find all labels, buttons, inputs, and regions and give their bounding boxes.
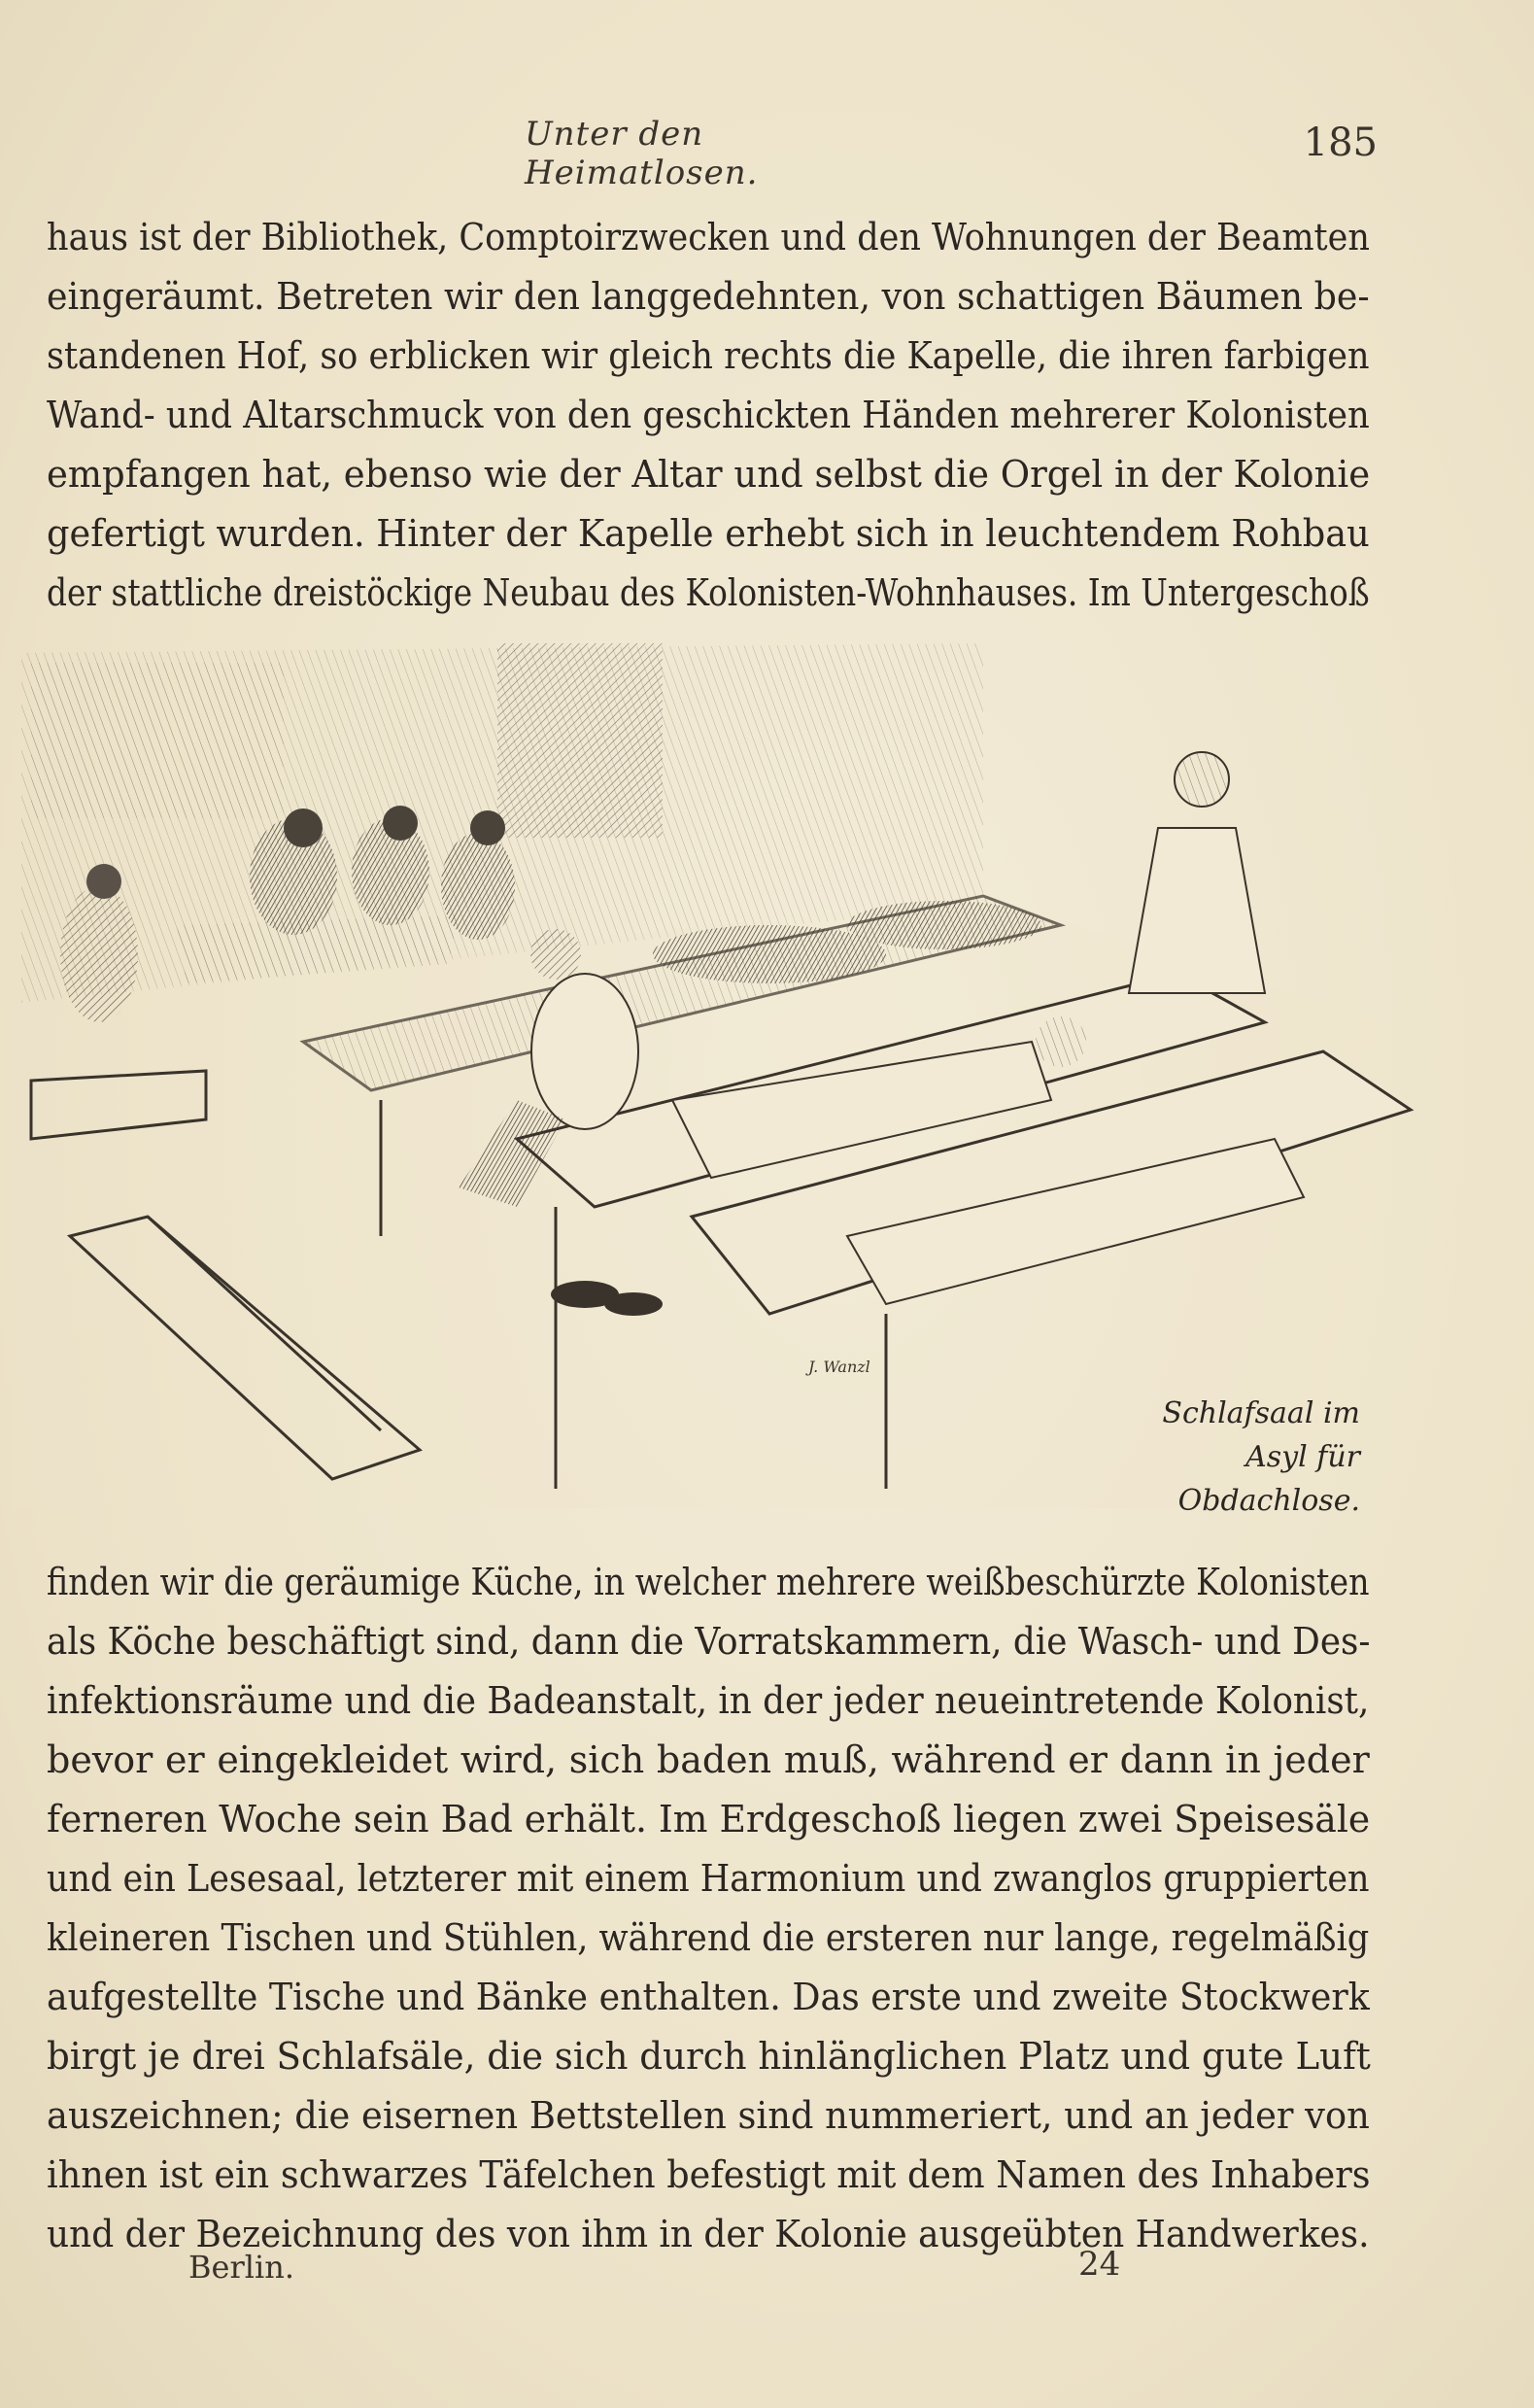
text-line: ihnen ist ein schwarzes Täfelchen befestigt mit dem Namen des Inhabers xyxy=(47,2153,1371,2196)
illustration-dormitory xyxy=(12,634,1440,1508)
text-line: gefertigt wurden. Hinter der Kapelle erhebt sich in leuchtendem Rohbau xyxy=(47,512,1370,555)
text-line: infektionsräume und die Badeanstalt, in der jeder neueintretende Kolonist, xyxy=(47,1679,1370,1722)
text-line: ferneren Woche sein Bad erhält. Im Erdgeschoß liegen zwei Speisesäle xyxy=(47,1798,1371,1840)
paragraph-top xyxy=(47,208,1370,623)
text-line: kleineren Tischen und Stühlen, während die ersteren nur lange, regelmäßig xyxy=(47,1916,1370,1959)
text-line: als Köche beschäftigt sind, dann die Vorratskammern, die Wasch- und Des- xyxy=(47,1620,1371,1663)
running-head: Unter den Heimatlosen. xyxy=(525,115,759,192)
text-line: empfangen hat, ebenso wie der Altar und selbst die Orgel in der Kolonie xyxy=(47,453,1371,496)
text-line: eingeräumt. Betreten wir den langgedehnten, von schattigen Bäumen be- xyxy=(47,275,1370,318)
text-line: aufgestellte Tische und Bänke enthalten. Das erste und zweite Stockwerk xyxy=(47,1976,1370,2018)
sheet-number: 24 xyxy=(1078,2245,1121,2284)
text-line: standenen Hof, so erblicken wir gleich rechts die Kapelle, die ihren farbigen xyxy=(47,334,1370,377)
engraving-illustration xyxy=(12,634,1440,1508)
text-line: bevor er eingekleidet wird, sich baden muß, während er dann in jeder xyxy=(47,1738,1370,1781)
caption-line: Schlafsaal im xyxy=(1162,1396,1360,1430)
paragraph-bottom xyxy=(47,1553,1370,2264)
text-line: haus ist der Bibliothek, Comptoirzwecken und den Wohnungen der Beamten xyxy=(47,216,1370,258)
text-line: der stattliche dreistöckige Neubau des Kolonisten-Wohnhauses. Im Untergeschoß xyxy=(47,571,1370,614)
signature-mark: Berlin. xyxy=(188,2249,294,2286)
text-line: auszeichnen; die eisernen Bettstellen sind nummeriert, und an jeder von xyxy=(47,2094,1370,2137)
engraver-signature: J. Wanzl xyxy=(808,1358,870,1376)
caption-line: Obdachlose. xyxy=(1177,1484,1360,1518)
page-number: 185 xyxy=(1303,120,1378,165)
text-line: und der Bezeichnung des von ihm in der Kolonie ausgeübten Handwerkes. xyxy=(47,2213,1370,2255)
text-line: Wand- und Altarschmuck von den geschickten Händen mehrerer Kolonisten xyxy=(47,394,1370,436)
text-line: finden wir die geräumige Küche, in welcher mehrere weißbeschürzte Kolonisten xyxy=(47,1561,1370,1603)
text-line: birgt je drei Schlafsäle, die sich durch hinlänglichen Platz und gute Luft xyxy=(47,2035,1371,2078)
caption-line: Asyl für xyxy=(1245,1440,1360,1474)
figure-caption xyxy=(1117,1392,1360,1523)
text-line: und ein Lesesaal, letzterer mit einem Harmonium und zwanglos gruppierten xyxy=(47,1857,1370,1900)
